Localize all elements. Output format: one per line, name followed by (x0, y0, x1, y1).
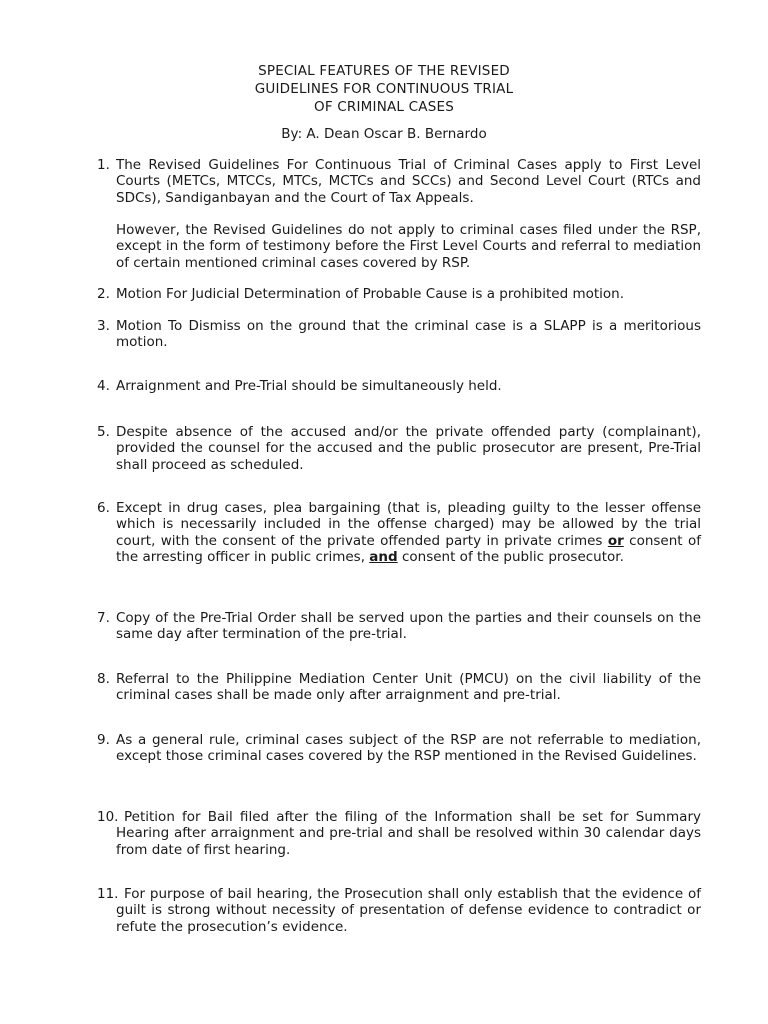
emphasis-or: or (607, 532, 624, 549)
list-item-7 (97, 610, 701, 643)
list-item-6 (97, 500, 701, 566)
list-item-number: 8. (97, 671, 110, 687)
item-6-text-c: consent of the public prosecutor. (397, 549, 624, 566)
emphasis-and: and (369, 549, 398, 566)
list-item-text: The Revised Guidelines For Continuous Trial of Criminal Cases apply to First Level Courts (METCs, MTCCs, MTCs, MCTCs and SCCs) and Second Level Court (RTCs and SDCs), Sandiganbayan and the Court of Tax Appeals. (116, 157, 701, 206)
list-item-1 (97, 157, 701, 206)
list-item-number: 2. (97, 286, 110, 302)
title-line-3: OF CRIMINAL CASES (314, 99, 454, 115)
list-item-number: 11. (97, 886, 119, 902)
list-item-text: Motion For Judicial Determination of Probable Cause is a prohibited motion. (116, 286, 625, 302)
list-item-4 (97, 378, 701, 394)
title-line-2: GUIDELINES FOR CONTINUOUS TRIAL (254, 81, 514, 97)
author-byline: By: A. Dean Oscar B. Bernardo (281, 126, 487, 142)
list-item-text: Referral to the Philippine Mediation Center Unit (PMCU) on the civil liability of the criminal cases shall be made only after arraignment and pre-trial. (116, 671, 701, 704)
list-item-text: For purpose of bail hearing, the Prosecution shall only establish that the evidence of guilt is strong without necessity of presentation of defense evidence to contradict or refute the prosecution’s evidence. (116, 886, 701, 935)
list-item-text: As a general rule, criminal cases subject of the RSP are not referrable to mediation, except those criminal cases covered by the RSP mentioned in the Revised Guidelines. (116, 732, 701, 765)
list-item-8 (97, 671, 701, 704)
item-6-text-b: consent of the arresting officer in public crimes, (116, 532, 701, 566)
list-item-2 (97, 286, 701, 302)
item-6-text-a: Except in drug cases, plea bargaining (that is, pleading guilty to the lesser offense which is necessarily included in the offense charged) may be allowed by the trial court, with the consent of the private offended party in private crimes (116, 500, 701, 549)
list-item-9 (97, 732, 701, 765)
list-item-number: 9. (97, 732, 110, 748)
list-item-number: 4. (97, 378, 110, 394)
list-item-number: 10. (97, 809, 119, 825)
list-item-text: Arraignment and Pre-Trial should be simultaneously held. (116, 378, 502, 394)
list-item-number: 7. (97, 610, 110, 626)
list-item-5 (97, 424, 701, 473)
list-item-3 (97, 318, 701, 351)
list-item-11 (97, 886, 701, 935)
list-item-number: 3. (97, 318, 110, 334)
list-item-text: Petition for Bail filed after the filing of the Information shall be set for Summary Hearing after arraignment and pre-trial and shall be resolved within 30 calendar days from date of first hearing. (116, 809, 701, 858)
list-item-text (116, 500, 701, 566)
list-item-1-continuation: However, the Revised Guidelines do not apply to criminal cases filed under the RSP, except in the form of testimony before the First Level Courts and referral to mediation of certain mentioned criminal cases covered by RSP. (116, 222, 701, 271)
list-item-number: 5. (97, 424, 110, 440)
list-item-text: Despite absence of the accused and/or the private offended party (complainant), provided the counsel for the accused and the public prosecutor are present, Pre-Trial shall proceed as scheduled. (116, 424, 701, 473)
list-item-text: Copy of the Pre-Trial Order shall be served upon the parties and their counsels on the same day after termination of the pre-trial. (116, 610, 701, 643)
title-line-1: SPECIAL FEATURES OF THE REVISED (258, 63, 510, 79)
list-item-number: 6. (97, 500, 110, 516)
list-item-10 (97, 809, 701, 858)
list-item-number: 1. (97, 157, 110, 173)
document-title (0, 62, 768, 116)
list-item-text: Motion To Dismiss on the ground that the criminal case is a SLAPP is a meritorious motion. (116, 318, 701, 351)
